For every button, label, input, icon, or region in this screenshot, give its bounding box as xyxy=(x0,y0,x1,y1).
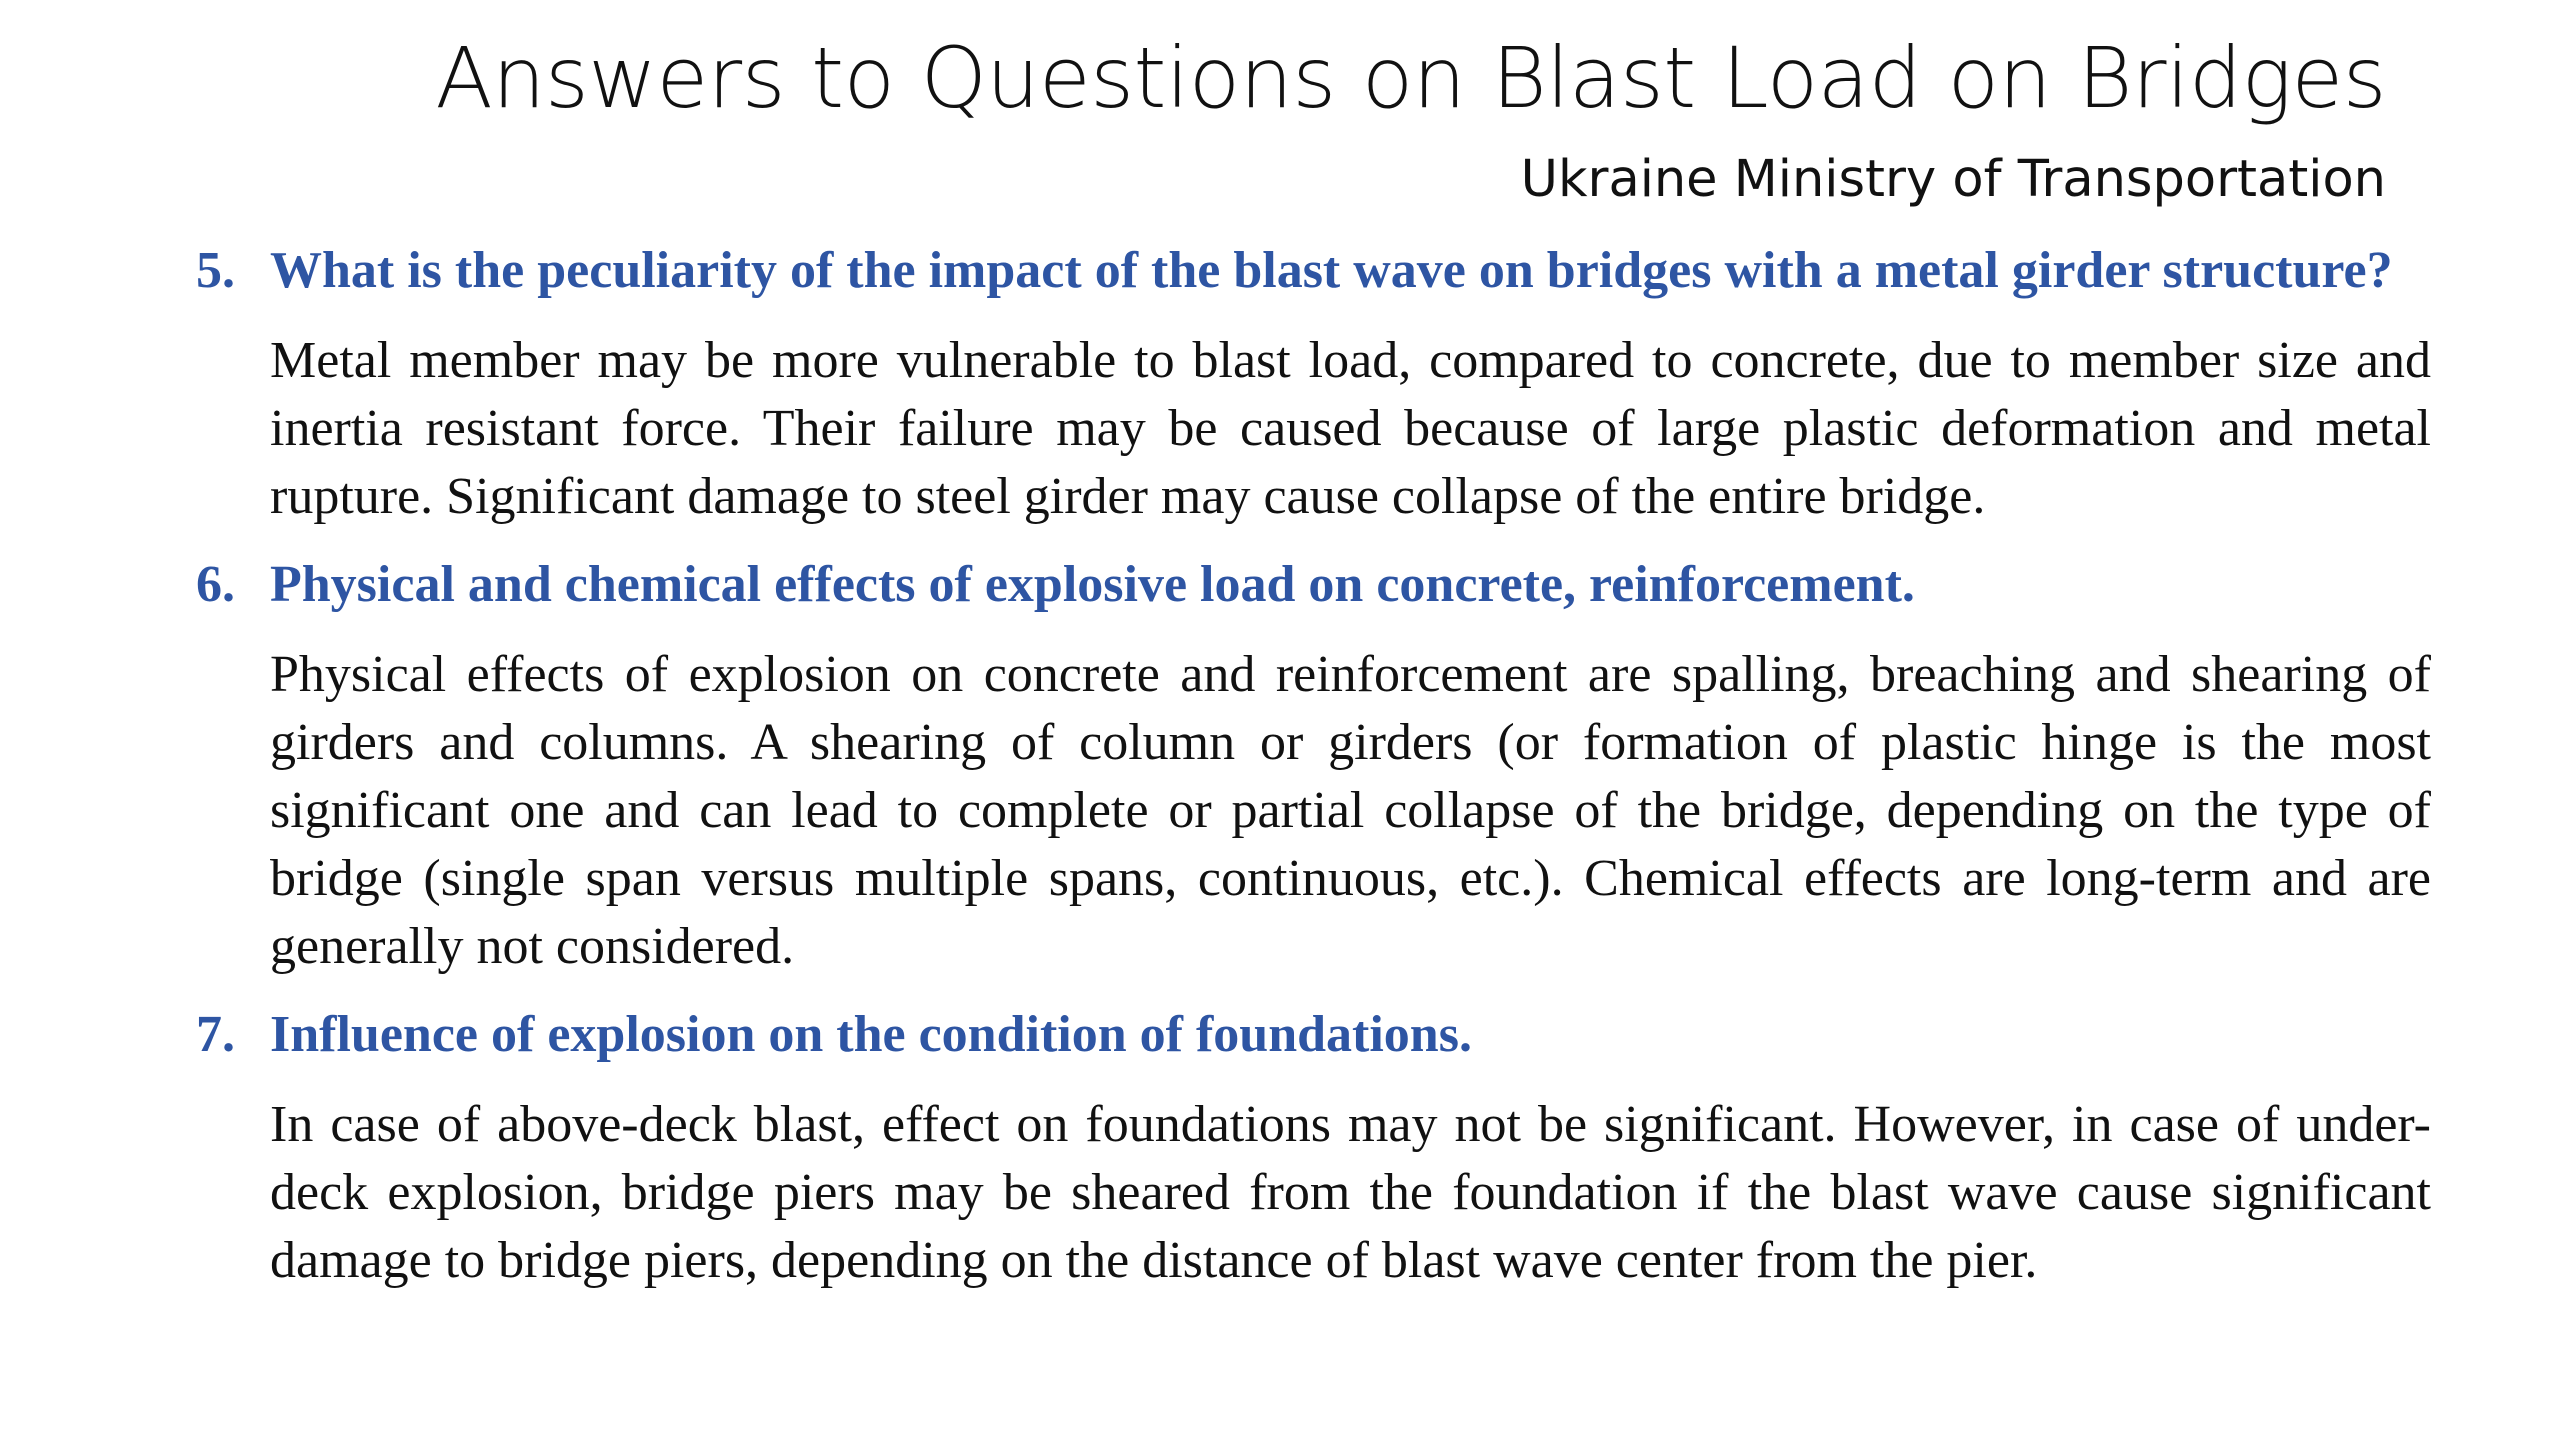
question-text: Physical and chemical effects of explosive load on concrete, reinforcement. xyxy=(270,556,1915,613)
question-number: 7. xyxy=(196,1006,235,1063)
page-title: Answers to Questions on Blast Load on Bridges xyxy=(435,29,2386,127)
answer-text: Physical effects of explosion on concrete and reinforcement are spalling, breaching and shearing of girders and columns. A shearing of column or girders (or formation of plastic hinge is the most significant one and can lead to complete or partial collapse of the bridge, depending on the type of bridge (single span versus multiple spans, continuous, etc.). Chemical effects are long-term and are generally not considered. xyxy=(270,646,2431,975)
qa-item-7 xyxy=(196,1001,2431,1295)
question-heading xyxy=(196,1001,2431,1069)
question-number: 5. xyxy=(196,242,235,299)
question-heading xyxy=(196,237,2431,305)
question-text: Influence of explosion on the condition of foundations. xyxy=(270,1006,1472,1063)
question-heading xyxy=(196,551,2431,619)
question-text: What is the peculiarity of the impact of the blast wave on bridges with a metal girder structure? xyxy=(270,242,2393,299)
qa-list xyxy=(196,237,2431,1315)
question-number: 6. xyxy=(196,556,235,613)
qa-item-6 xyxy=(196,551,2431,981)
page-subtitle: Ukraine Ministry of Transportation xyxy=(1520,150,2386,209)
answer-text: In case of above-deck blast, effect on foundations may not be significant. However, in case of under-deck explosion, bridge piers may be sheared from the foundation if the blast wave cause significant damage to bridge piers, depending on the distance of blast wave center from the pier. xyxy=(270,1096,2431,1289)
qa-item-5 xyxy=(196,237,2431,531)
answer-text: Metal member may be more vulnerable to blast load, compared to concrete, due to member size and inertia resistant force. Their failure may be caused because of large plastic deformation and metal rupture. Significant damage to steel girder may cause collapse of the entire bridge. xyxy=(270,332,2431,525)
